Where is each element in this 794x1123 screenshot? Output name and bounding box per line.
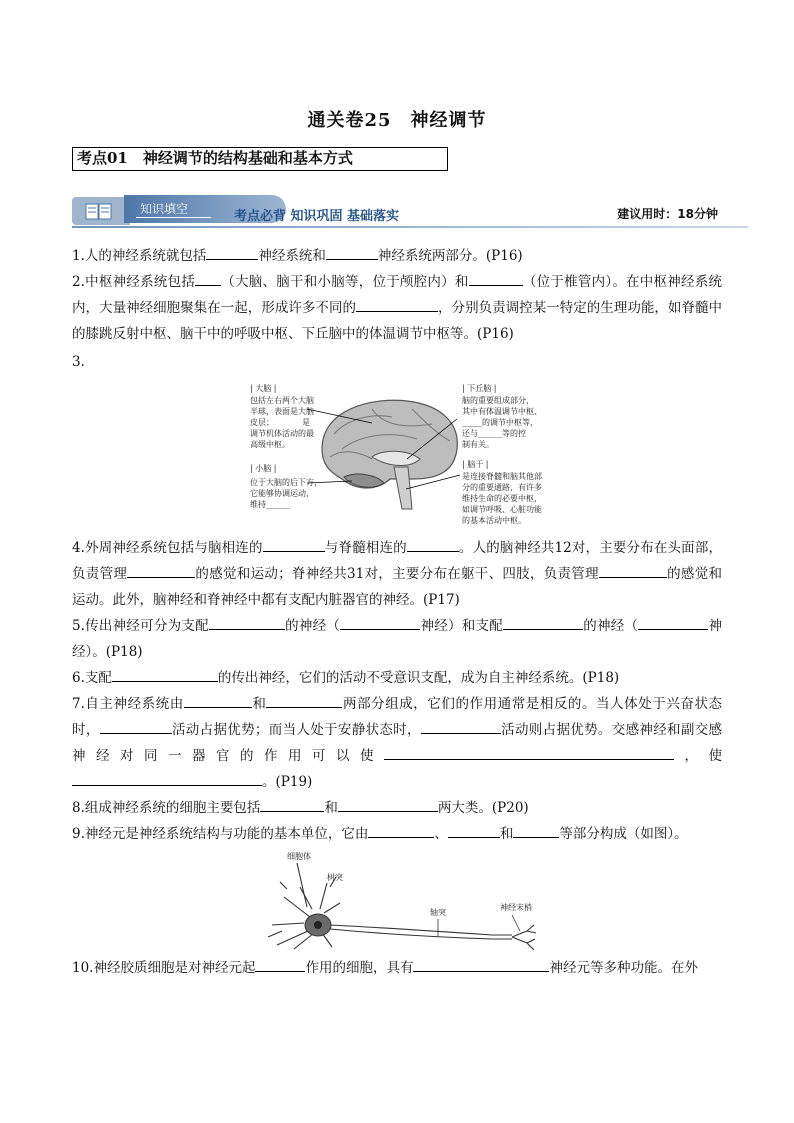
svg-text:_____的调节中枢等，: _____的调节中枢等， [462,418,538,427]
svg-text:| 脑干 |: | 脑干 | [462,460,489,469]
svg-text:如调节呼吸、心脏功能: 如调节呼吸、心脏功能 [462,505,542,514]
banner-tag-label: 知识填空 [140,202,189,216]
suggested-time: 建议用时：18分钟 [617,207,718,221]
question-4: 4.外周神经系统包括与脑相连的 与脊髓相连的 。人的脑神经共12对，主要分布在头面部，负责管理 的感觉和运动；脊神经共31对，主要分布在躯干、四肢，负责管理 的感觉和运动。此外，脑神经和脊神经中都有支配内脏器官的神经。(P17) [72,535,722,613]
svg-text:细胞体: 细胞体 [287,852,311,861]
svg-text:高级中枢。: 高级中枢。 [250,440,290,449]
svg-text:| 下丘脑 |: | 下丘脑 | [462,384,497,393]
svg-text:树突: 树突 [327,873,343,882]
question-9: 9.神经元是神经系统结构与功能的基本单位，它由 、 和 等部分构成（如图）。 [72,821,722,847]
question-1: 1.人的神经系统就包括 神经系统和 神经系统两部分。(P16) [72,243,722,269]
question-3: 3. [72,354,85,370]
svg-text:包括左右两个大脑: 包括左右两个大脑 [250,396,314,405]
question-list [72,243,722,981]
svg-text:维持______: 维持______ [250,500,290,509]
svg-text:的基本活动中枢。: 的基本活动中枢。 [462,516,526,525]
svg-text:是连接脊髓和脑其他部: 是连接脊髓和脑其他部 [462,472,542,481]
brain-illustration [307,400,460,509]
banner-divider [72,226,748,228]
question-6: 6.支配 的传出神经，它们的活动不受意识支配，成为自主神经系统。(P18) [72,665,722,691]
svg-text:其中有体温调节中枢、: 其中有体温调节中枢、 [462,407,542,416]
question-7: 7.自主神经系统由 和 两部分组成，它们的作用通常是相反的。当人体处于兴奋状态时， 活动占据优势；而当人处于安静状态时， 活动则占据优势。交感神经和副交感神经对同一器官的作用可以使 ，使。(P19) [72,691,722,795]
svg-text:| 小脑 |: | 小脑 | [250,464,277,473]
svg-text:| 大脑 |: | 大脑 | [250,384,277,393]
banner-tag-underline [136,217,211,218]
question-2: 2.中枢神经系统包括 （大脑、脑干和小脑等，位于颅腔内）和 （位于椎管内）。在中枢神经系统内，大量神经细胞聚集在一起，形成许多不同的 ，分别负责调控某一特定的生理功能，如脊髓中的膝跳反射中枢、脑干中的呼吸中枢、下丘脑中的体温调节中枢等。(P16) [72,269,722,347]
book-icon [72,197,130,225]
neuron-figure [72,847,722,955]
svg-text:还与______等的控: 还与______等的控 [462,429,526,438]
section-heading: 考点01 神经调节的结构基础和基本方式 [72,147,448,171]
svg-text:维持生命的必要中枢，: 维持生命的必要中枢， [462,494,542,503]
svg-text:分的重要通路，有许多: 分的重要通路，有许多 [462,483,542,492]
question-5: 5.传出神经可分为支配 的神经（ 神经）和支配 的神经（ 神经）。(P18) [72,613,722,665]
question-8: 8.组成神经系统的细胞主要包括 和 两大类。(P20) [72,795,722,821]
brain-figure [72,379,722,529]
svg-text:皮层； 是: 皮层； 是 [250,418,310,427]
svg-text:轴突: 轴突 [430,908,446,917]
svg-text:半球，表面是大脑: 半球，表面是大脑 [250,407,314,416]
svg-text:神经末梢: 神经末梢 [500,903,532,912]
svg-text:位于大脑的后下方，: 位于大脑的后下方， [250,478,322,487]
svg-text:脑的重要组成部分，: 脑的重要组成部分， [462,396,534,405]
svg-text:调节机体活动的最: 调节机体活动的最 [250,429,314,438]
question-10: 10.神经胶质细胞是对神经元起 作用的细胞，具有 神经元等多种功能。在外 [72,955,722,981]
knowledge-banner [72,193,748,231]
banner-slogan: 考点必背 知识巩固 基础落实 [234,209,400,224]
svg-text:它能够协调运动，: 它能够协调运动， [250,489,314,498]
page-title: 通关卷25 神经调节 [307,110,487,131]
svg-text:制有关。: 制有关。 [462,440,494,449]
neuron-illustration [268,863,536,950]
